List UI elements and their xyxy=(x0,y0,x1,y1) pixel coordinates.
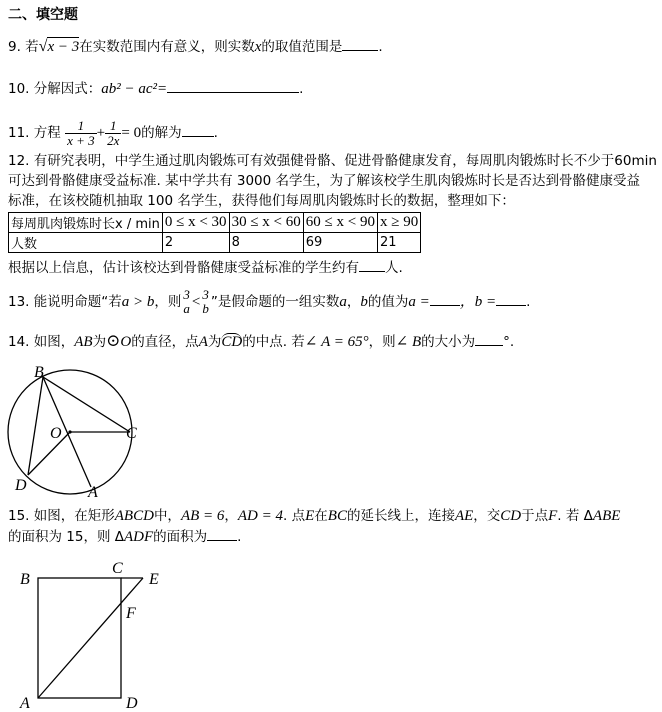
fraction-3b: 3 b xyxy=(202,287,209,316)
label-e: E xyxy=(149,571,159,588)
section-title: 二、填空题 xyxy=(8,7,78,23)
label-f: F xyxy=(126,605,136,622)
answer-blank-15[interactable] xyxy=(207,528,237,541)
question-13: 13. 能说明命题“若a > b，则 3 a < 3 b ”是假命题的一组实数a，b的值为a = ，b = . xyxy=(8,287,531,316)
table-cell: 30 ≤ x < 60 xyxy=(229,213,303,233)
table-cell: 21 xyxy=(377,233,420,253)
table-cell: x ≥ 90 xyxy=(377,213,420,233)
figure-14-circle xyxy=(0,360,150,505)
label-a: A xyxy=(88,484,98,501)
label-c: C xyxy=(126,425,137,442)
table-cell: 每周肌肉锻炼时长x / min xyxy=(9,213,163,233)
fraction-2: $\frac{1}{2x}$ xyxy=(107,117,120,148)
table-cell: 2 xyxy=(162,233,229,253)
table-cell: 0 ≤ x < 30 xyxy=(162,213,229,233)
question-14: 14. 如图，AB为⊙O的直径，点A为CD的中点. 若∠ A = 65°，则∠ B的大小为 °. xyxy=(8,331,515,350)
segment-bd xyxy=(28,377,43,475)
answer-blank-13a[interactable] xyxy=(430,293,460,306)
fraction-1: $\frac{1}{x + 3}$ xyxy=(67,117,95,148)
label-o: O xyxy=(50,425,62,442)
question-12-line3: 标准，在该校随机抽取 100 名学生，获得他们每周肌肉锻炼时长的数据，整理如下： xyxy=(8,193,515,209)
exercise-time-table xyxy=(8,212,421,253)
answer-blank-13b[interactable] xyxy=(496,293,526,306)
fraction-3a: 3 a xyxy=(183,287,190,316)
center-point xyxy=(68,430,71,433)
question-9: 9. 若√x − 3在实数范围内有意义，则实数x的取值范围是 . xyxy=(8,38,383,55)
table-row xyxy=(9,233,421,253)
table-cell: 69 xyxy=(303,233,377,253)
question-12-after: 根据以上信息，估计该校达到骨骼健康受益标准的学生约有 人. xyxy=(8,260,403,276)
table-header-row xyxy=(9,213,421,233)
question-12-line1: 12. 有研究表明，中学生通过肌肉锻炼可有效强健骨骼、促进骨骼健康发育，每周肌肉锻炼时长不少于60min xyxy=(8,153,657,169)
answer-blank-12[interactable] xyxy=(359,259,385,272)
answer-blank-11[interactable] xyxy=(182,124,214,137)
segment-bc xyxy=(43,377,130,432)
label-d: D xyxy=(126,695,138,712)
label-a: A xyxy=(20,695,30,712)
radicand: x − 3 xyxy=(47,39,80,55)
table-cell: 60 ≤ x < 90 xyxy=(303,213,377,233)
rectangle-abcd xyxy=(38,578,121,698)
label-c: C xyxy=(112,560,123,577)
label-d: D xyxy=(15,477,27,494)
segment-od xyxy=(28,432,70,475)
question-15-line1: 15. 如图，在矩形ABCD中，AB = 6，AD = 4. 点E在BC的延长线上，连接AE，交CD于点F. 若 ΔABE xyxy=(8,508,621,524)
table-cell: 人数 xyxy=(9,233,163,253)
question-10: 10. 分解因式：ab² − ac²= . xyxy=(8,81,304,97)
table-cell: 8 xyxy=(229,233,303,253)
segment-ae xyxy=(38,578,143,698)
answer-blank-10[interactable] xyxy=(167,80,299,93)
answer-blank-9[interactable] xyxy=(342,38,378,51)
figure-15-rectangle xyxy=(0,556,190,712)
arc-cd: CD xyxy=(221,334,243,350)
circle-symbol: ⊙ xyxy=(106,331,121,350)
question-12-line2: 可达到骨骼健康受益标准. 某中学共有 3000 名学生，为了解该校学生肌肉锻炼时长是否达到骨骼健康受益 xyxy=(8,173,641,189)
question-15-line2: 的面积为 15，则 ΔADF的面积为 . xyxy=(8,529,242,545)
answer-blank-14[interactable] xyxy=(475,333,503,346)
question-11: 11. 方程 $\frac{1}{x + 3}$ + $\frac{1}{2x}$ = 0的解为 . xyxy=(8,117,218,148)
label-b: B xyxy=(34,364,44,381)
label-b: B xyxy=(20,571,30,588)
